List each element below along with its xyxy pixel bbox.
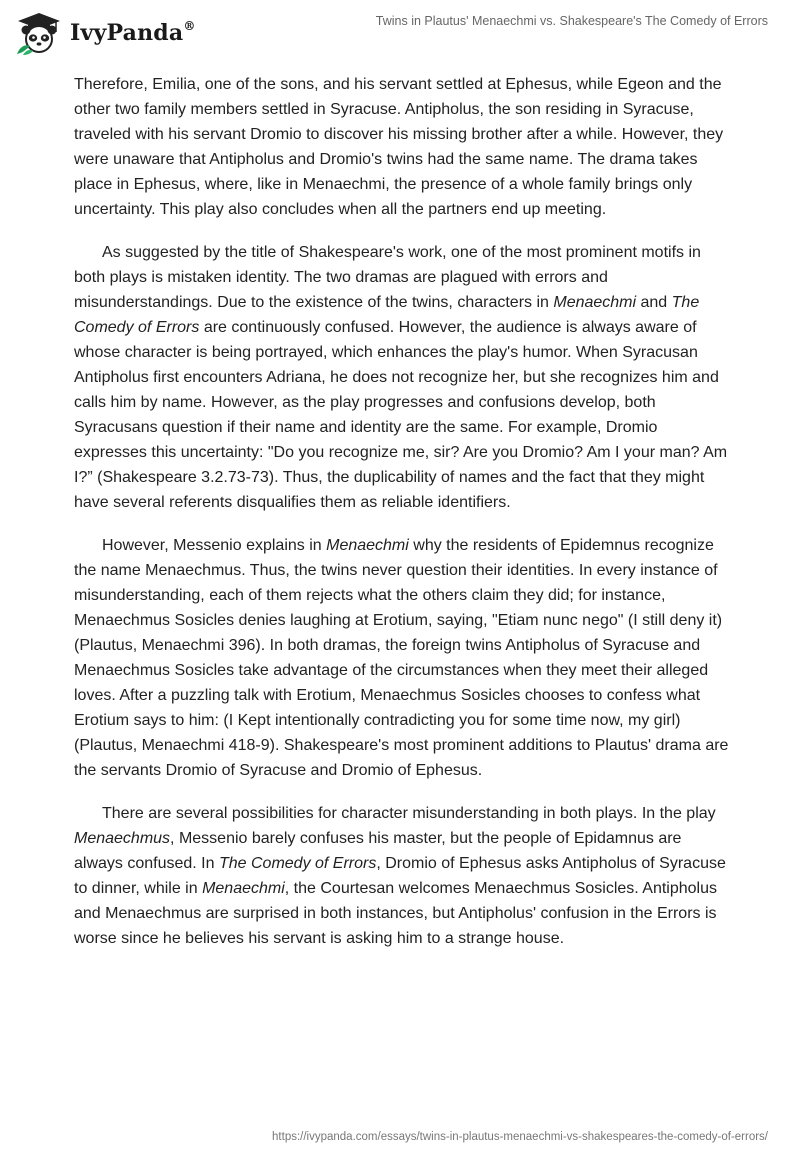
paragraph-text: As suggested by the title of Shakespeare's work, one of the most prominent motifs in both plays is mistaken identity. The two dramas are plagued with errors and misunderstandings. Due to the existence of the twins, characters in xyxy=(74,244,701,311)
paragraph-text: are continuously confused. However, the audience is always aware of whose character is being portrayed, which enhances the play's humor. When Syracusan Antipholus first encounters Adriana, he does not recognize her, but she recognizes him and calls him by name. However, as the play progresses and confusions develop, both Syracusans question if their name and identity are the same. For example, Dromio expresses this uncertainty: "Do you recognize me, sir? Are you Dromio? Am I your man? Am I?” (Shakespeare 3.2.73-73). Thus, the duplicability of names and the fact that they might have several referents disqualifies them as reliable identifiers. xyxy=(74,319,728,511)
brand-label: IvyPanda xyxy=(70,20,184,46)
essay-body xyxy=(74,72,734,969)
paragraph-text: , Dromio of Ephesus asks Antipholus of Syracuse to dinner, while in xyxy=(74,855,726,897)
paragraph-text: , Messenio barely confuses his master, but the people of Epidamnus are always confused. In xyxy=(74,830,682,872)
paragraph-text: and xyxy=(636,294,672,311)
italic-title: Menaechmus xyxy=(74,830,171,847)
paragraph-text: However, Messenio explains in xyxy=(102,537,327,554)
body-paragraph xyxy=(74,801,734,951)
paragraph-text: why the residents of Epidemnus recognize the name Menaechmus. Thus, the twins never question their identities. In every instance of misunderstanding, each of them rejects what the others claim they did; for instance, Menaechmus Sosicles denies laughing at Erotium, saying, "Etiam nunc nego" (I still deny it) (Plautus, Menaechmi 396). In both dramas, the foreign twins Antipholus of Syracuse and Menaechmus Sosicles take advantage of the circumstances when they meet their alleged loves. After a puzzling talk with Erotium, Menaechmus Sosicles chooses to confess what Erotium says to him: (I Kept intentionally contradicting you for some time now, my girl) (Plautus, Menaechmi 418-9). Shakespeare's most prominent additions to Plautus' drama are the servants Dromio of Syracuse and Dromio of Ephesus. xyxy=(74,537,729,779)
body-paragraph xyxy=(74,533,734,783)
paragraph-text: There are several possibilities for character misunderstanding in both plays. In the play xyxy=(102,805,716,822)
italic-title: Menaechmi xyxy=(326,537,409,554)
italic-title: Menaechmi xyxy=(202,880,285,897)
source-url[interactable]: https://ivypanda.com/essays/twins-in-plautus-menaechmi-vs-shakespeares-the-comedy-of-errors/ xyxy=(272,1131,768,1143)
body-paragraph xyxy=(74,240,734,515)
body-paragraph xyxy=(74,72,734,222)
paragraph-text: , the Courtesan welcomes Menaechmus Sosicles. Antipholus and Menaechmus are surprised in both instances, but Antipholus' confusion in the Errors is worse since he believes his servant is asking him to a strange house. xyxy=(74,880,717,947)
italic-title: The Comedy of Errors xyxy=(74,294,700,336)
panda-graduate-logo-icon xyxy=(14,10,64,56)
paragraph-text: Therefore, Emilia, one of the sons, and his servant settled at Ephesus, while Egeon and the other two family members settled in Syracuse. Antipholus, the son residing in Syracuse, traveled with his servant Dromio to discover his missing brother after a while. However, they were unaware that Antipholus and Dromio's twins had the same name. The drama takes place in Ephesus, where, like in Menaechmi, the presence of a whole family brings only uncertainty. This play also concludes when all the partners end up meeting. xyxy=(74,76,724,218)
registered-mark: ® xyxy=(183,18,196,33)
italic-title: Menaechmi xyxy=(553,294,637,311)
page-header xyxy=(0,0,800,64)
document-title: Twins in Plautus' Menaechmi vs. Shakespeare's The Comedy of Errors xyxy=(375,14,768,28)
italic-title: The Comedy of Errors xyxy=(218,855,377,872)
brand-name xyxy=(70,20,196,46)
ivypanda-logo[interactable] xyxy=(14,10,196,56)
